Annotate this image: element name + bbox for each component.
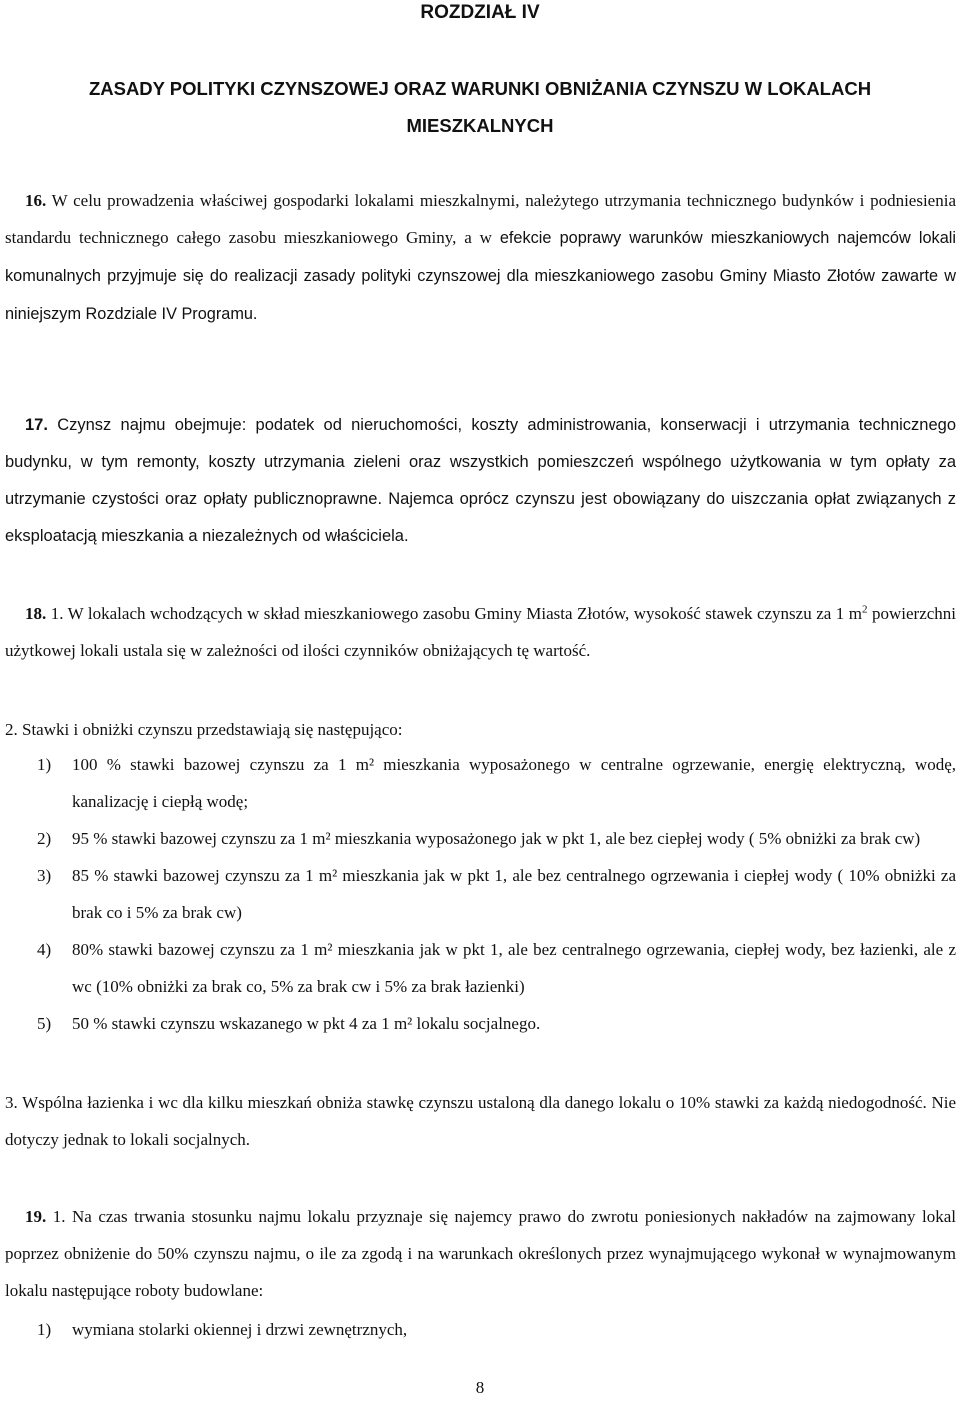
page-number: 8 <box>475 1378 485 1397</box>
section-heading <box>0 70 960 144</box>
superscript-2: 2 <box>862 603 868 616</box>
paragraph-17 <box>5 407 956 555</box>
paragraph-16-text-cont: efekcie poprawy warunków mieszkaniowych najemców lokali komunalnych przyjmuje się do realizacji zasady polityki czynszowej dla mieszkaniowego zasobu Gminy Miasto Złotów zawarte w niniejszym Rozdziale IV Programu. <box>5 229 956 323</box>
list-item-number: 3) <box>37 866 52 885</box>
list-item-number: 2) <box>37 829 52 848</box>
paragraph-16 <box>5 182 956 333</box>
paragraph-19 <box>5 1198 956 1309</box>
paragraph-18-sub-number: 1. <box>50 604 64 623</box>
works-list <box>5 1311 956 1348</box>
list-item-text: 50 % stawki czynszu wskazanego w pkt 4 za 1 m² lokalu socjalnego. <box>72 1014 541 1033</box>
list-item <box>5 746 956 820</box>
heading-line-1: ZASADY POLITYKI CZYNSZOWEJ ORAZ WARUNKI OBNIŻANIA CZYNSZU W LOKALACH <box>88 78 872 99</box>
list-item <box>5 820 956 857</box>
list-item-text: 100 % stawki bazowej czynszu za 1 m² mieszkania wyposażonego w centralne ogrzewanie, energię elektryczną, wodę, kanalizację i ciepłą wodę; <box>72 755 956 811</box>
paragraph-18-point-2: 2. Stawki i obniżki czynszu przedstawiają się następująco: <box>5 720 403 739</box>
paragraph-16-text: W celu prowadzenia właściwej gospodarki lokalami mieszkalnymi, należytego utrzymania technicznego budynków i podniesienia standardu technicznego całego zasobu mieszkaniowego Gminy, a w <box>5 191 956 247</box>
list-item-number: 1) <box>37 755 52 774</box>
chapter-title: ROZDZIAŁ IV <box>420 2 540 23</box>
paragraph-18-number: 18. <box>25 604 47 623</box>
paragraph-18-text-b: powierzchni użytkowej lokali ustala się w zależności od ilości czynników obniżających tę wartość. <box>5 604 957 660</box>
list-item <box>5 931 956 1005</box>
paragraph-16-number: 16. <box>25 191 47 210</box>
paragraph-18-text-a: W lokalach wchodzących w skład mieszkaniowego zasobu Gminy Miasta Złotów, wysokość stawek czynszu za 1 m <box>63 604 862 623</box>
paragraph-19-text: 1. Na czas trwania stosunku najmu lokalu przyznaje się najemcy prawo do zwrotu poniesionych nakładów na zajmowany lokal poprzez obniżenie do 50% czynszu najmu, o ile za zgodą i na warunkach określonych przez wynajmującego wykonał w wynajmowanym lokalu następujące roboty budowlane: <box>5 1207 956 1300</box>
heading-line-2: MIESZKALNYCH <box>406 115 554 136</box>
list-item <box>5 1005 956 1042</box>
paragraph-17-text: Czynsz najmu obejmuje: podatek od nieruchomości, koszty administrowania, konserwacji i utrzymania technicznego budynku, w tym remonty, koszty utrzymania zieleni oraz wszystkich pomieszczeń wspólnego użytkowania w tym opłaty za utrzymanie czystości oraz opłaty publicznoprawne. Najemca oprócz czynszu jest obowiązany do uiszczania opłat związanych z eksploatacją mieszkania a niezależnych od właściciela. <box>5 416 956 545</box>
list-item-text: 80% stawki bazowej czynszu za 1 m² mieszkania jak w pkt 1, ale bez centralnego ogrzewania, ciepłej wody, bez łazienki, ale z wc (10% obniżki za brak co, 5% za brak cw i 5% za brak łazienki) <box>72 940 956 996</box>
list-item <box>5 1311 956 1348</box>
list-item-number: 1) <box>37 1320 52 1339</box>
paragraph-19-number: 19. <box>25 1207 47 1226</box>
rent-rates-list <box>5 746 956 1042</box>
list-item-number: 4) <box>37 940 52 959</box>
paragraph-18 <box>5 595 956 669</box>
paragraph-17-number: 17. <box>25 416 48 434</box>
list-item-text: wymiana stolarki okiennej i drzwi zewnętrznych, <box>72 1320 408 1339</box>
list-item-number: 5) <box>37 1014 52 1033</box>
list-item <box>5 857 956 931</box>
list-item-text: 85 % stawki bazowej czynszu za 1 m² mieszkania jak w pkt 1, ale bez centralnego ogrzewania i ciepłej wody ( 10% obniżki za brak co i 5% za brak cw) <box>72 866 956 922</box>
list-item-text: 95 % stawki bazowej czynszu za 1 m² mieszkania wyposażonego jak w pkt 1, ale bez ciepłej wody ( 5% obniżki za brak cw) <box>72 829 921 848</box>
paragraph-18-point-3: 3. Wspólna łazienka i wc dla kilku mieszkań obniża stawkę czynszu ustaloną dla danego lokalu o 10% stawki za każdą niedogodność. Nie dotyczy jednak to lokali socjalnych. <box>5 1093 956 1149</box>
